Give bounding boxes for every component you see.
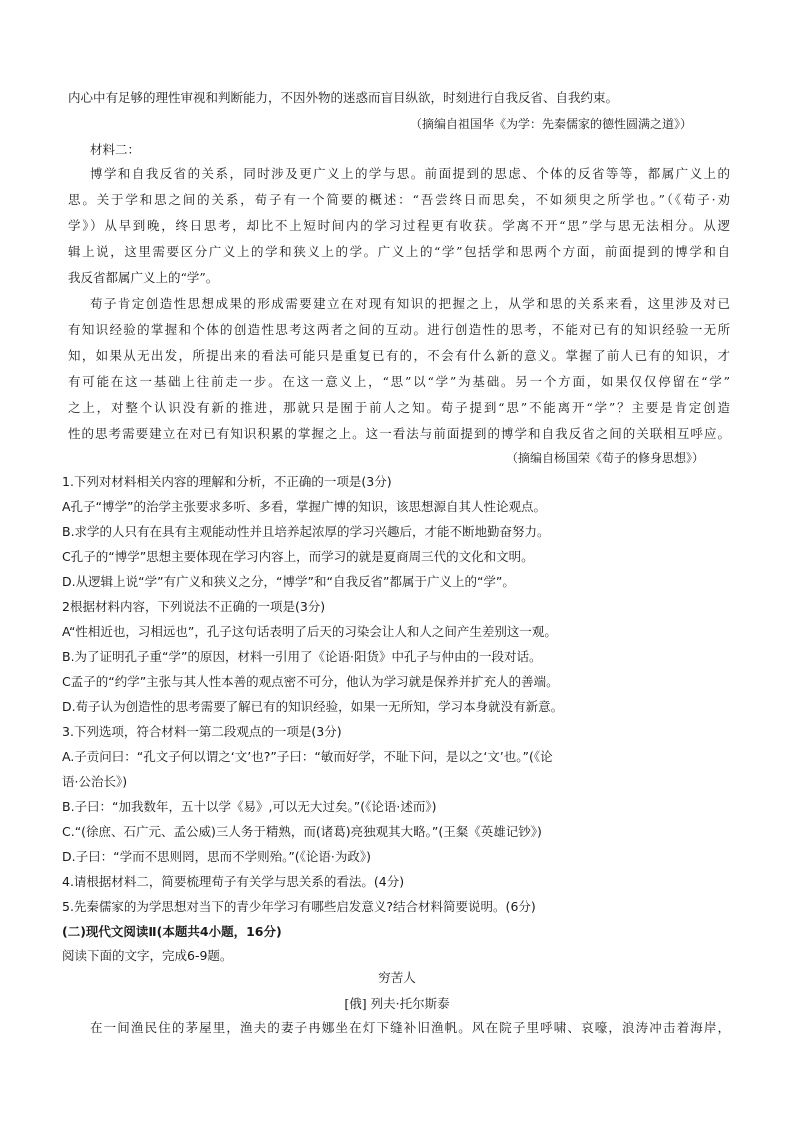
section-instruction: 阅读下面的文字，完成6-9题。 <box>62 948 233 963</box>
question-option: D.荀子认为创造性的思考需要了解已有的知识经验，如果一无所知，学习本身就没有新意。 <box>62 699 564 714</box>
passage-line: 我反省都属广义上的“学”。 <box>68 270 219 285</box>
passage-line: 博学和自我反省的关系，同时涉及更广义上的学与思。前面提到的思虑、个体的反省等等，都属广义上的 <box>90 166 730 181</box>
question-option: C孟子的“约学”主张与其人性本善的观点密不可分，他认为学习就是保养并扩充人的善端。 <box>62 674 559 689</box>
question-stem: 3.下列选项，符合材料一第二段观点的一项是(3分) <box>62 724 342 739</box>
question-option: D.子曰：“学而不思则罔，思而不学则殆。”(《论语·为政》) <box>62 849 372 864</box>
story-author: [俄] 列夫·托尔斯泰 <box>344 996 450 1011</box>
passage-line: 性的思考需要建立在对已有知识积累的掌握之上。这一看法与前面提到的博学和自我反省之间的关联相互呼应。 <box>68 426 730 441</box>
question-option: B.子曰：“加我数年，五十以学《易》,可以无大过矣。”(《论语·述而》) <box>62 799 437 814</box>
question-option: A孔子“博学”的治学主张要求多听、多看，掌握广博的知识，该思想源自其人性论观点。 <box>62 499 547 514</box>
question-stem: 1.下列对材料相关内容的理解和分析，不正确的一项是(3分) <box>62 474 392 489</box>
question-option: C孔子的“博学”思想主要体现在学习内容上，而学习的就是夏商周三代的文化和文明。 <box>62 549 534 564</box>
passage-line: 有可能在这一基础上往前走一步。在这一意义上，“思”以“学”为基础。另一个方面，如果仅仅停留在“学” <box>68 374 730 389</box>
question-option: A“性相近也，习相远也”，孔子这句话表明了后天的习染会让人和人之间产生差别这一观。 <box>62 624 557 639</box>
question-stem: 2根据材料内容，下列说法不正确的一项是(3分) <box>62 599 326 614</box>
passage-line: 学》）从早到晚，终日思考，却比不上短时间内的学习过程更有收获。学离不开“思”学与思无法相分。从逻 <box>68 218 730 233</box>
question-option: C.“(徐庶、石广元、孟公威)三人务于精熟，而(诸葛)亮独观其大略。”(王粲《英雄记钞》) <box>62 824 542 839</box>
question-stem: 4.请根据材料二，简要梳理荀子有关学与思关系的看法。(4分) <box>62 874 405 889</box>
source-citation: （摘编自杨国荣《荀子的修身思想》） <box>506 451 705 465</box>
passage-line: 荀子肯定创造性思想成果的形成需要建立在对现有知识的把握之上，从学和思的关系来看，这里涉及对已 <box>90 296 730 311</box>
section-heading: (二)现代文阅读Ⅱ(本题共4小题，16分) <box>62 924 282 939</box>
question-option: B.为了证明孔子重“学”的原因，材料一引用了《论语·阳货》中孔子与仲由的一段对话。 <box>62 649 542 664</box>
question-stem: 5.先秦儒家的为学思想对当下的青少年学习有哪些启发意义?结合材料简要说明。(6分) <box>62 899 536 914</box>
passage-line: 内心中有足够的理性审视和判断能力，不因外物的迷惑而盲目纵欲，时刻进行自我反省、自我约束。 <box>68 90 619 105</box>
passage-line: 之上，对整个认识没有新的推进，那就只是囿于前人之知。荀子提到“思”不能离开“学”？主要是肯定创造 <box>68 400 730 415</box>
question-option: A.子贡问曰：“孔文子何以谓之‘文’也?”子曰：“敏而好学，不耻下问，是以之‘文’也。”(《论 <box>62 749 553 764</box>
material-label: 材料二： <box>90 142 141 157</box>
passage-line: 思。关于学和思之间的关系，荀子有一个简要的概述：“吾尝终日而思矣，不如须臾之所学也。”（《荀子·劝 <box>68 192 730 207</box>
question-option: D.从逻辑上说“学”有广义和狭义之分，“博学”和“自我反省”都属于广义上的“学”。 <box>62 574 515 589</box>
source-citation: （摘编自祖国华《为学：先秦儒家的德性圆满之道》） <box>410 117 693 131</box>
question-option: B.求学的人只有在具有主观能动性并且培养起浓厚的学习兴趣后，才能不断地勤奋努力。 <box>62 524 550 539</box>
passage-line: 在一间渔民住的茅屋里，渔夫的妻子冉娜坐在灯下缝补旧渔帆。风在院子里呼啸、哀嚎，浪涛冲击着海岸， <box>90 1020 730 1035</box>
story-title: 穷苦人 <box>378 970 416 985</box>
passage-line: 辑上说，这里需要区分广义上的学和狭义上的学。广义上的“学”包括学和思两个方面，前面提到的博学和自 <box>68 244 730 259</box>
passage-line: 知，如果从无出发，所提出来的看法可能只是重复已有的，不会有什么新的意义。掌握了前人已有的知识，才 <box>68 348 730 363</box>
passage-line: 有知识经验的掌握和个体的创造性思考这两者之间的互动。进行创造性的思考，不能对已有的知识经验一无所 <box>68 322 730 337</box>
question-option: 语·公治长》) <box>62 774 128 789</box>
